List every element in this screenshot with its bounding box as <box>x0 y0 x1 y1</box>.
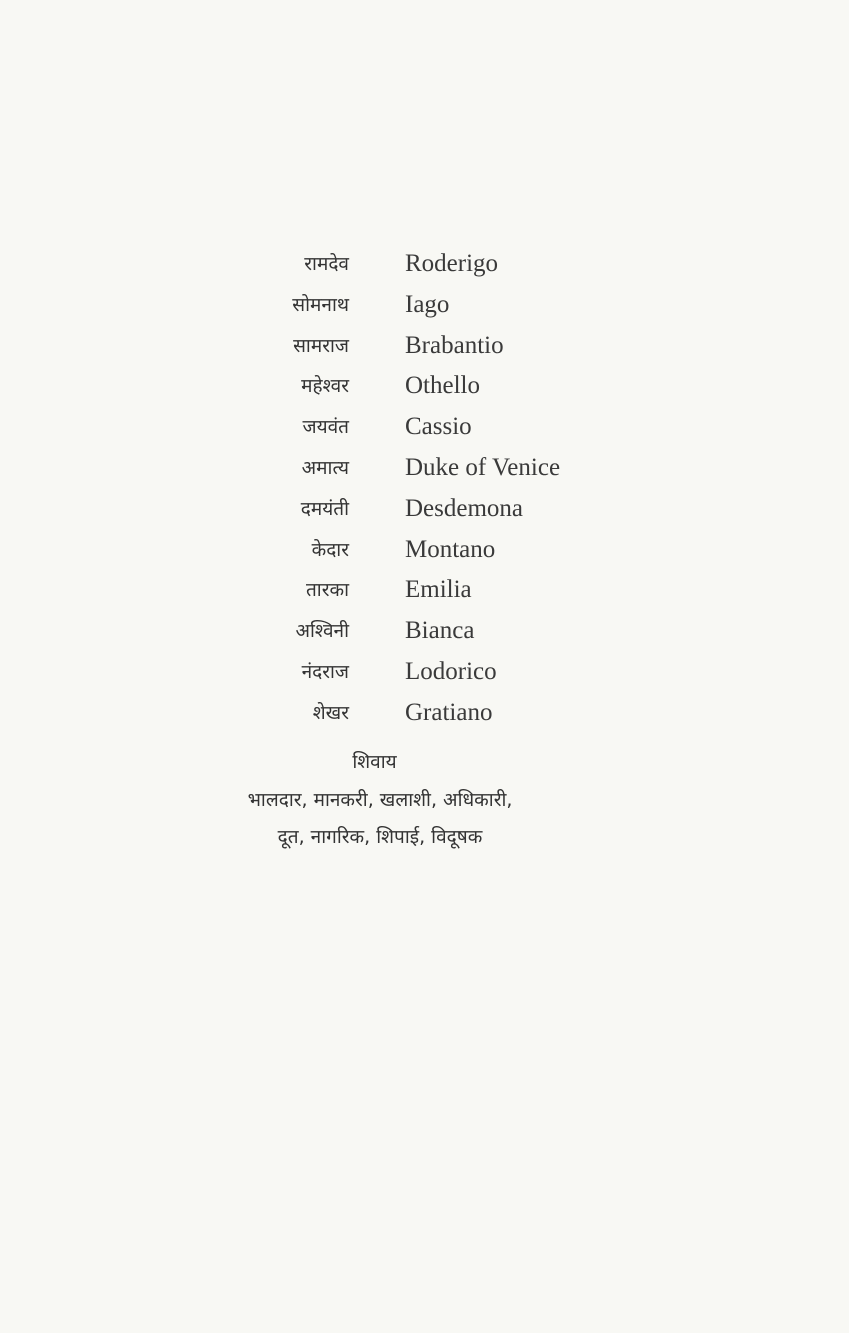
hindi-name: जयवंत <box>302 416 349 439</box>
hindi-name: सामराज <box>293 334 349 357</box>
others-heading: शिवाय <box>352 751 397 773</box>
cast-list <box>0 244 849 734</box>
english-name: Othello <box>405 372 480 400</box>
cast-row <box>0 530 849 571</box>
cast-row <box>0 326 849 367</box>
english-name: Cassio <box>405 413 472 441</box>
english-name: Iago <box>405 290 450 318</box>
cast-row <box>0 611 849 652</box>
hindi-name: दमयंती <box>300 497 349 520</box>
english-name: Emilia <box>405 576 472 604</box>
hindi-name: सोमनाथ <box>292 293 349 316</box>
cast-row <box>0 244 849 285</box>
hindi-name: केदार <box>311 538 349 561</box>
hindi-name: अमात्य <box>301 456 349 479</box>
cast-row <box>0 693 849 734</box>
english-name: Bianca <box>405 617 475 645</box>
hindi-name: अश्विनी <box>295 620 349 643</box>
english-name: Desdemona <box>405 494 524 522</box>
cast-row <box>0 285 849 326</box>
cast-row <box>0 570 849 611</box>
english-name: Montano <box>405 535 496 563</box>
cast-row <box>0 652 849 693</box>
hindi-name: शेखर <box>312 701 349 724</box>
english-name: Gratiano <box>405 698 493 726</box>
english-name: Duke of Venice <box>405 453 561 481</box>
cast-row <box>0 448 849 489</box>
others-line-1: भालदार, मानकरी, खलाशी, अधिकारी, <box>247 789 513 811</box>
hindi-name: रामदेव <box>304 253 349 275</box>
hindi-name: महेश्वर <box>301 375 349 398</box>
hindi-name: नंदराज <box>301 660 349 683</box>
cast-row <box>0 489 849 530</box>
english-name: Brabantio <box>405 331 504 359</box>
others-line-2: दूत, नागरिक, शिपाई, विदूषक <box>277 826 483 848</box>
cast-row <box>0 366 849 407</box>
cast-row <box>0 407 849 448</box>
english-name: Lodorico <box>405 657 497 685</box>
hindi-name: तारका <box>305 579 349 602</box>
english-name: Roderigo <box>405 250 499 277</box>
